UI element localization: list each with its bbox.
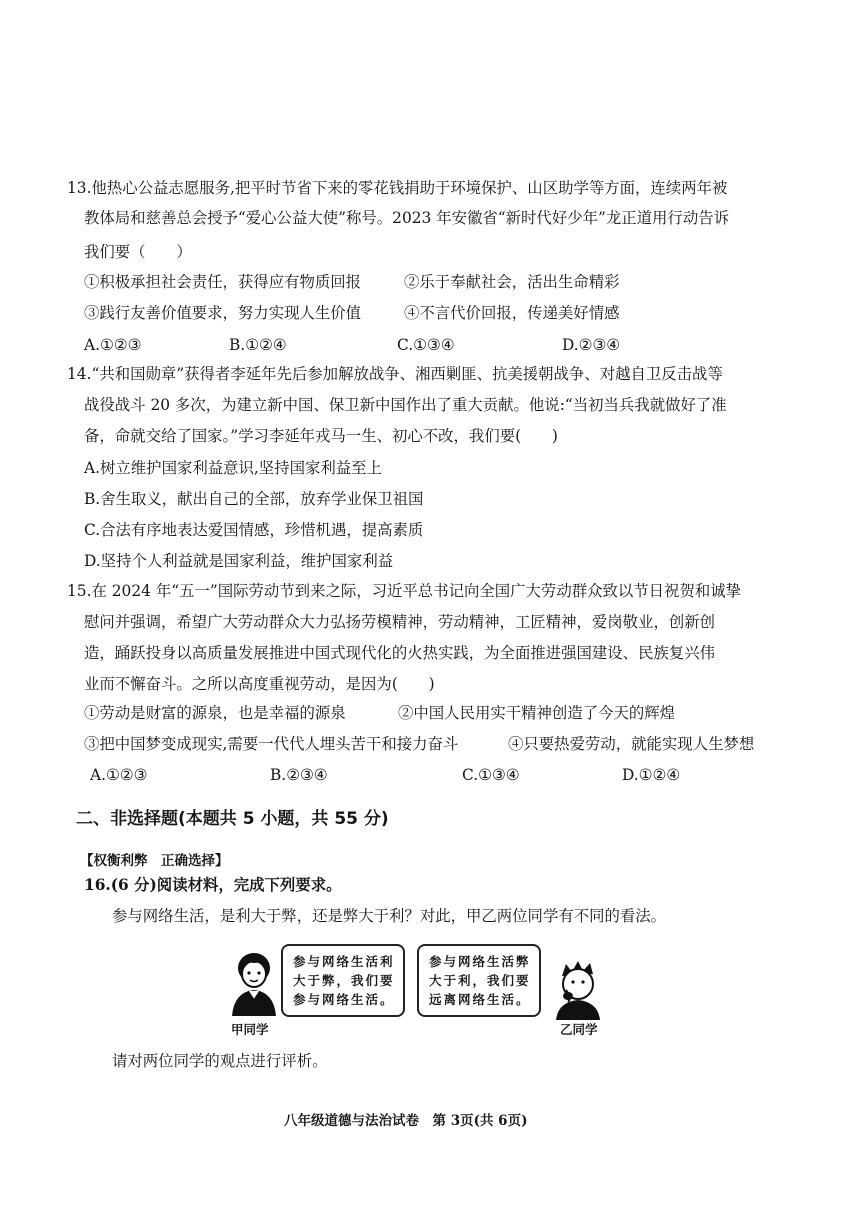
q15-choice-d: D.①②④: [622, 766, 681, 784]
q14-option-d: D.坚持个人利益就是国家利益，维护国家利益: [84, 552, 394, 570]
bubble-a-line-3: 参与网络生活。: [293, 992, 395, 1007]
q13-choice-a: A.①②③: [84, 336, 142, 354]
q15-statement-1: ①劳动是财富的源泉，也是幸福的源泉: [84, 704, 346, 722]
q16-task: 请对两位同学的观点进行评析。: [112, 1052, 328, 1070]
q15-line-4: 业而不懈奋斗。之所以高度重视劳动，是因为( ): [84, 675, 435, 693]
student-a-caption: 甲同学: [231, 1022, 269, 1037]
q15-statement-2: ②中国人民用实干精神创造了今天的辉煌: [398, 704, 676, 722]
q16-material: 参与网络生活，是利大于弊，还是弊大于利？对此，甲乙两位同学有不同的看法。: [112, 907, 667, 925]
q15-choice-a: A.①②③: [90, 766, 148, 784]
q16-title: 16.(6 分)阅读材料，完成下列要求。: [84, 876, 342, 894]
bubble-b-line-1: 参与网络生活弊: [429, 954, 531, 969]
bubble-b-line-2: 大于利，我们要: [429, 973, 531, 988]
q15-statement-4: ④只要热爱劳动，就能实现人生梦想: [508, 735, 755, 753]
q14-line-3: 备，命就交给了国家。”学习李延年戎马一生、初心不改，我们要( ): [84, 427, 558, 445]
student-b-caption: 乙同学: [560, 1022, 598, 1037]
q15-line-3: 造，踊跃投身以高质量发展推进中国式现代化的火热实践，为全面推进强国建设、民族复兴伟: [84, 644, 716, 662]
q14-option-a: A.树立维护国家利益意识,坚持国家利益至上: [84, 459, 382, 477]
q13-statement-4: ④不言代价回报，传递美好情感: [404, 304, 620, 322]
q15-choice-b: B.②③④: [270, 766, 328, 784]
q13-statement-1: ①积极承担社会责任，获得应有物质回报: [84, 273, 362, 291]
speech-bubble-a: [281, 944, 405, 1017]
q13-choice-d: D.②③④: [562, 336, 621, 354]
student-b-illustration: [548, 958, 610, 1022]
q13-statement-3: ③践行友善价值要求，努力实现人生价值: [84, 304, 362, 322]
q13-line-1: 13.他热心公益志愿服务,把平时节省下来的零花钱捐助于环境保护、山区助学等方面，连续两年被: [67, 179, 728, 197]
q15-line-2: 慰问并强调，希望广大劳动群众大力弘扬劳模精神，劳动精神，工匠精神，爱岗敬业，创新创: [84, 613, 716, 631]
q14-option-b: B.舍生取义，献出自己的全部，放弃学业保卫祖国: [84, 490, 424, 508]
q13-line-3: 我们要（ ）: [84, 243, 192, 261]
page-footer: 八年级道德与法治试卷 第 3页(共 6页): [284, 1113, 528, 1129]
speech-bubble-b: [417, 944, 541, 1017]
q14-option-c: C.合法有序地表达爱国情感，珍惜机遇，提高素质: [84, 521, 424, 539]
q13-choice-c: C.①③④: [397, 336, 455, 354]
q14-line-1: 14.“共和国勋章”获得者李延年先后参加解放战争、湘西剿匪、抗美援朝战争、对越自卫反击战等: [67, 365, 723, 383]
q13-choice-b: B.①②④: [229, 336, 287, 354]
bubble-b-line-3: 远离网络生活。: [429, 992, 531, 1007]
student-a-illustration: [222, 948, 286, 1018]
section-title: 二、非选择题(本题共 5 小题，共 55 分): [76, 809, 389, 829]
bubble-a-line-1: 参与网络生活利: [293, 954, 395, 969]
q14-line-2: 战役战斗 20 多次，为建立新中国、保卫新中国作出了重大贡献。他说:“当初当兵我就做好了准: [84, 396, 727, 414]
q13-line-2: 教体局和慈善总会授予“爱心公益大使”称号。2023 年安徽省“新时代好少年”龙正道用行动告诉: [84, 209, 729, 227]
section-subtitle: 【权衡利弊 正确选择】: [80, 853, 229, 869]
q13-statement-2: ②乐于奉献社会，活出生命精彩: [404, 273, 620, 291]
q15-statement-3: ③把中国梦变成现实,需要一代代人埋头苦干和接力奋斗: [84, 735, 459, 753]
q15-choice-c: C.①③④: [462, 766, 520, 784]
bubble-a-line-2: 大于弊，我们要: [293, 973, 395, 988]
q15-line-1: 15.在 2024 年“五一”国际劳动节到来之际，习近平总书记向全国广大劳动群众致以节日祝贺和诚挚: [67, 582, 742, 600]
